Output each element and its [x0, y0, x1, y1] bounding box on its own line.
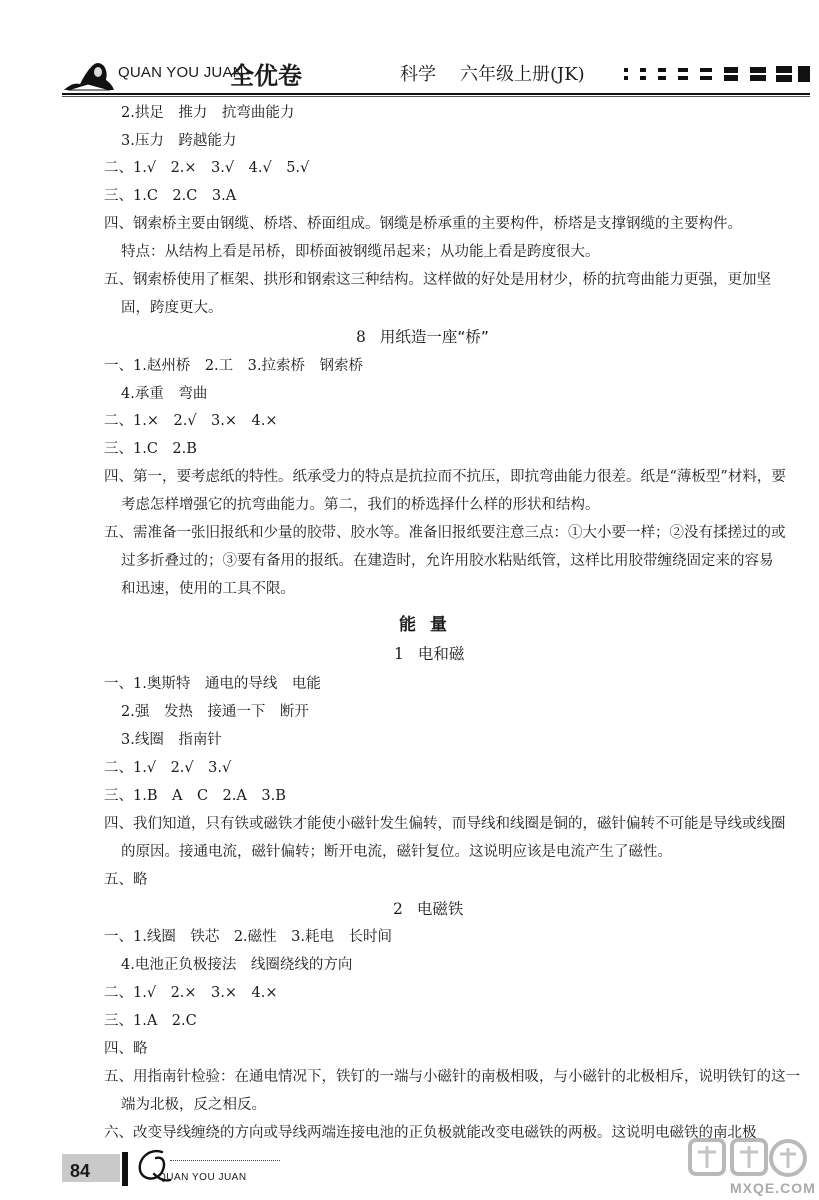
footer-dotted-rule — [170, 1160, 280, 1161]
section-title — [393, 897, 463, 919]
watermark-text: MXQE.COM — [730, 1180, 816, 1196]
answer-line: 二、1.√ 2.× 3.× 4.× — [104, 985, 278, 1001]
grade-label: 六年级上册(JK) — [460, 64, 585, 85]
answer-line: 3.压力 跨越能力 — [121, 133, 237, 149]
answer-line: 五、需准备一张旧报纸和少量的胶带、胶水等。准备旧报纸要注意三点：①大小要一样；②没有揉搓过的或 — [104, 525, 786, 541]
answer-line: 2.强 发热 接通一下 断开 — [121, 704, 309, 720]
answer-line: 三、1.C 2.B — [104, 441, 197, 457]
answer-line: 过多折叠过的；③要有备用的报纸。在建造时，允许用胶水粘贴纸管，这样比用胶带缠绕固定来的容易 — [121, 553, 774, 569]
section-name: 电和磁 — [417, 645, 465, 663]
section-title — [394, 642, 464, 664]
answer-line: 五、用指南针检验：在通电情况下，铁钉的一端与小磁针的南极相吸，与小磁针的北极相斥，说明铁钉的这一 — [104, 1069, 800, 1085]
answer-line: 三、1.A 2.C — [104, 1013, 197, 1029]
section-name: 电磁铁 — [416, 900, 464, 918]
answer-line: 考虑怎样增强它的抗弯曲能力。第二，我们的桥选择什么样的形状和结构。 — [121, 497, 600, 513]
answer-line: 二、1.√ 2.√ 3.√ — [104, 760, 232, 776]
answer-line: 六、改变导线缠绕的方向或导线两端连接电池的正负极就能改变电磁铁的两极。这说明电磁铁的南北极 — [104, 1125, 757, 1141]
footer-bar — [122, 1152, 128, 1186]
header-pattern-icon — [624, 66, 810, 84]
subject-label: 科学 — [400, 64, 436, 85]
answer-line: 4.承重 弯曲 — [121, 386, 208, 402]
answer-line: 3.线圈 指南针 — [121, 732, 222, 748]
header-rule-thin — [62, 96, 810, 97]
unit-title: 能量 — [399, 615, 461, 635]
answer-line: 五、钢索桥使用了框架、拱形和钢索这三种结构。这样做的好处是用材少，桥的抗弯曲能力更强，更加坚 — [104, 272, 771, 288]
answer-line: 五、略 — [104, 872, 148, 888]
answer-line: 三、1.C 2.C 3.A — [104, 188, 237, 204]
answer-line: 四、钢索桥主要由钢缆、桥塔、桥面组成。钢缆是桥承重的主要构件，桥塔是支撑钢缆的主要构件。 — [104, 216, 742, 232]
answer-line: 特点：从结构上看是吊桥，即桥面被钢缆吊起来；从功能上看是跨度很大。 — [121, 244, 600, 260]
answer-line: 固，跨度更大。 — [121, 300, 223, 316]
answer-line: 一、1.奥斯特 通电的导线 电能 — [104, 676, 321, 692]
reading-girl-logo-icon — [62, 54, 116, 92]
answer-line: 二、1.× 2.√ 3.× 4.× — [104, 413, 278, 429]
answer-line: 一、1.线圈 铁芯 2.磁性 3.耗电 长时间 — [104, 929, 393, 945]
page-number: 84 — [70, 1161, 91, 1181]
brand-latin: QUAN YOU JUAN — [118, 64, 244, 81]
page-footer — [62, 1148, 322, 1192]
section-number: 2 — [393, 900, 403, 918]
answer-line: 一、1.赵州桥 2.工 3.拉索桥 钢索桥 — [104, 358, 364, 374]
section-name: 用纸造一座“桥” — [379, 328, 489, 346]
answer-line: 四、我们知道，只有铁或磁铁才能使小磁针发生偏转，而导线和线圈是铜的，磁针偏转不可能是导线或线圈 — [104, 816, 786, 832]
brand-chinese: 全优卷 — [230, 62, 302, 90]
answer-line: 的原因。接通电流，磁针偏转；断开电流，磁针复位。这说明应该是电流产生了磁性。 — [121, 844, 672, 860]
answer-line: 二、1.√ 2.× 3.√ 4.√ 5.√ — [104, 160, 310, 176]
page-header — [62, 54, 810, 94]
page-number-box — [62, 1154, 120, 1182]
header-rule — [62, 93, 810, 95]
answer-line: 端为北极，反之相反。 — [121, 1097, 266, 1113]
section-number: 1 — [394, 645, 404, 663]
answer-line: 4.电池正负极接法 线圈绕线的方向 — [121, 957, 353, 973]
section-number: 8 — [356, 328, 366, 346]
answer-line: 和迅速，使用的工具不限。 — [121, 581, 295, 597]
answer-line: 四、略 — [104, 1041, 148, 1057]
section-title — [356, 325, 489, 347]
answer-line: 三、1.B A C 2.A 3.B — [104, 788, 286, 804]
answer-line: 2.拱足 推力 抗弯曲能力 — [121, 105, 295, 121]
answer-line: 四、第一，要考虑纸的特性。纸承受力的特点是抗拉而不抗压，即抗弯曲能力很差。纸是“薄板型”材料，要 — [104, 469, 786, 485]
footer-brand: QUAN YOU JUAN — [158, 1172, 247, 1183]
